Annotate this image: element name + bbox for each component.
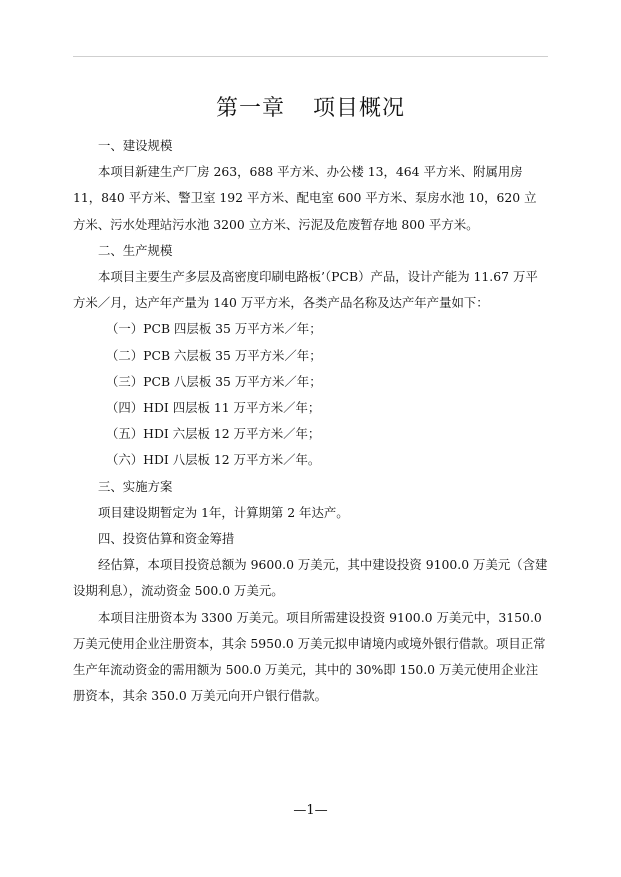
page-number: —1— <box>293 803 328 818</box>
chapter-number: 第一章 <box>215 96 285 121</box>
paragraph-implementation: 项目建设期暂定为 1年，计算期第 2 年达产。 <box>98 504 349 520</box>
product-list-item: （二）PCB 六层板 35 万平方米／年； <box>106 347 322 363</box>
product-list-item: （五）HDI 六层板 12 万平方米／年； <box>106 426 321 442</box>
chapter-title <box>0 91 621 122</box>
paragraph-production-scale: 本项目主要生产多层及高密度印刷电路板’（PCB）产品，设计产能为 11.67 万平方米／月，达产年产量为 140 万平方米，各类产品名称及达产年产量如下： <box>73 269 538 311</box>
product-list-item: （四）HDI 四层板 11 万平方米／年； <box>106 400 321 416</box>
section-heading-production: 二、生产规模 <box>98 242 173 258</box>
header-rule <box>73 56 548 57</box>
product-list-item: （一）PCB 四层板 35 万平方米／年； <box>106 321 322 337</box>
paragraph-construction-scale: 本项目新建生产厂房 263，688 平方米、办公楼 13，464 平方米、附属用房 11，840 平方米、警卫室 192 平方米、配电室 600 平方米、泵房水池 10，620 立方米、污水处理站污水池 3200 立方米、污泥及危废暂存地 800 平方米。 <box>73 164 537 232</box>
chapter-name: 项目概况 <box>313 96 406 121</box>
product-list-item: （三）PCB 八层板 35 万平方米／年； <box>106 373 322 389</box>
document-body <box>73 133 548 709</box>
paragraph-registered-capital: 本项目注册资本为 3300 万美元。项目所需建设投资 9100.0 万美元中，3150.0 万美元使用企业注册资本，其余 5950.0 万美元拟申请境内或境外银行借款。项目正常生产年流动资金的需用额为 500.0 万美元，其中的 30%即 150.0 万美元使用企业注册资本，其余 350.0 万美元向开户银行借款。 <box>73 609 546 704</box>
section-heading-implementation: 三、实施方案 <box>98 478 173 494</box>
product-list-item: （六）HDI 八层板 12 万平方米／年。 <box>106 452 321 468</box>
section-heading-investment: 四、投资估算和资金筹措 <box>98 531 235 547</box>
section-heading-scale: 一、建设规模 <box>98 138 173 153</box>
paragraph-investment-estimate: 经估算，本项目投资总额为 9600.0 万美元，其中建设投资 9100.0 万美元（含建设期利息），流动资金 500.0 万美元。 <box>73 557 548 599</box>
